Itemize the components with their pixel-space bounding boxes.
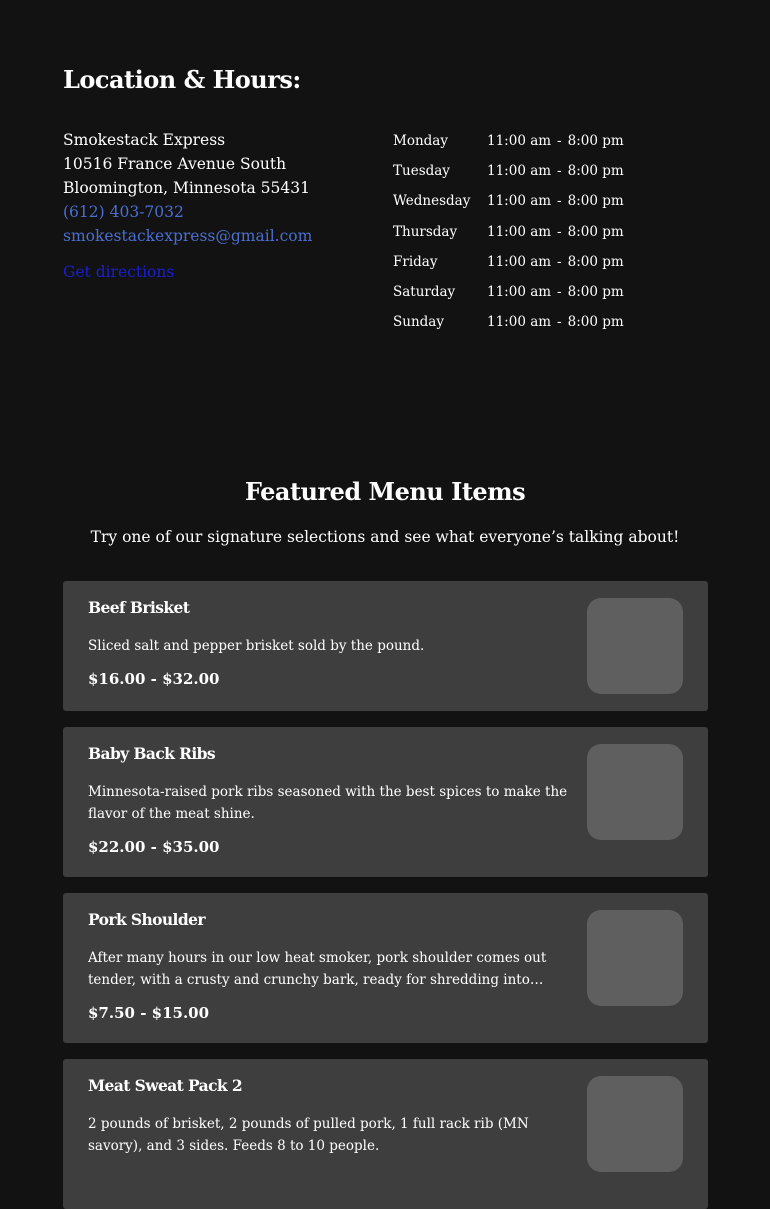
hours-open: 11:00 am [487,193,552,210]
hours-day: Sunday [393,314,444,331]
menu-item-image [587,1076,683,1172]
menu-item-description: After many hours in our low heat smoker, pork shoulder comes out tender, with a crusty and crunchy bark, ready for shredding into [88,950,547,988]
menu-item-description: 2 pounds of brisket, 2 pounds of pulled pork, 1 full rack rib (MN savory), and 3 sides. Feeds 8 to 10 people. [88,1116,529,1154]
hours-close: 8:00 pm [567,163,624,180]
hours-day: Saturday [393,284,456,301]
hours-time [487,277,624,307]
menu-item-price: $7.50 - $15.00 [88,1004,210,1022]
hours-day: Monday [393,133,448,150]
hours-time [487,217,624,247]
business-name: Smokestack Express [63,131,226,149]
hours-open: 11:00 am [487,163,552,180]
menu-item-price: $22.00 - $35.00 [88,838,220,856]
hours-close: 8:00 pm [567,284,624,301]
email-link[interactable]: smokestackexpress@gmail.com [63,227,313,245]
hours-row-thursday [393,217,624,247]
hours-open: 11:00 am [487,223,552,240]
hours-separator: - [557,133,562,150]
hours-row-tuesday [393,156,624,186]
location-hours-title: Location & Hours: [63,65,301,94]
hours-time [487,156,624,186]
address-block [63,128,312,284]
hours-day: Friday [393,253,438,270]
hours-close: 8:00 pm [567,193,624,210]
menu-item-name: Baby Back Ribs [88,744,216,763]
menu-item-description: Sliced salt and pepper brisket sold by the pound. [88,638,425,654]
hours-open: 11:00 am [487,314,552,331]
menu-item-card[interactable] [63,581,708,711]
featured-menu-title: Featured Menu Items [244,477,526,506]
menu-item-card[interactable] [63,893,708,1043]
menu-item-image [587,910,683,1006]
hours-separator: - [557,284,562,301]
menu-item-name: Meat Sweat Pack 2 [88,1076,243,1095]
hours-close: 8:00 pm [567,253,624,270]
hours-time [487,126,624,156]
hours-close: 8:00 pm [567,223,624,240]
hours-row-wednesday [393,186,624,216]
hours-open: 11:00 am [487,284,552,301]
get-directions-link[interactable]: Get directions [63,263,175,281]
featured-menu-subtitle: Try one of our signature selections and see what everyone’s talking about! [90,528,680,546]
hours-row-saturday [393,277,624,307]
menu-item-card[interactable] [63,1059,708,1209]
menu-item-price: $16.00 - $32.00 [88,670,220,688]
hours-separator: - [557,253,562,270]
hours-separator: - [557,314,562,331]
phone-link[interactable]: (612) 403-7032 [63,203,184,221]
hours-separator: - [557,193,562,210]
hours-row-sunday [393,307,624,337]
hours-close: 8:00 pm [567,314,624,331]
menu-item-description: Minnesota-raised pork ribs seasoned with the best spices to make the flavor of the meat shine. [88,784,568,822]
menu-item-name: Pork Shoulder [88,910,205,929]
hours-open: 11:00 am [487,253,552,270]
hours-table [393,126,624,337]
menu-item-image [587,744,683,840]
hours-separator: - [557,223,562,240]
hours-time [487,307,624,337]
hours-separator: - [557,163,562,180]
city-state-zip: Bloomington, Minnesota 55431 [63,179,310,197]
hours-day: Tuesday [393,163,450,180]
hours-time [487,247,624,277]
hours-row-friday [393,247,624,277]
hours-day: Thursday [393,223,458,240]
hours-open: 11:00 am [487,133,552,150]
hours-close: 8:00 pm [567,133,624,150]
street-address: 10516 France Avenue South [63,155,287,173]
menu-item-card[interactable] [63,727,708,877]
hours-day: Wednesday [393,193,471,210]
menu-item-name: Beef Brisket [88,598,190,617]
hours-row-monday [393,126,624,156]
hours-time [487,186,624,216]
menu-item-image [587,598,683,694]
